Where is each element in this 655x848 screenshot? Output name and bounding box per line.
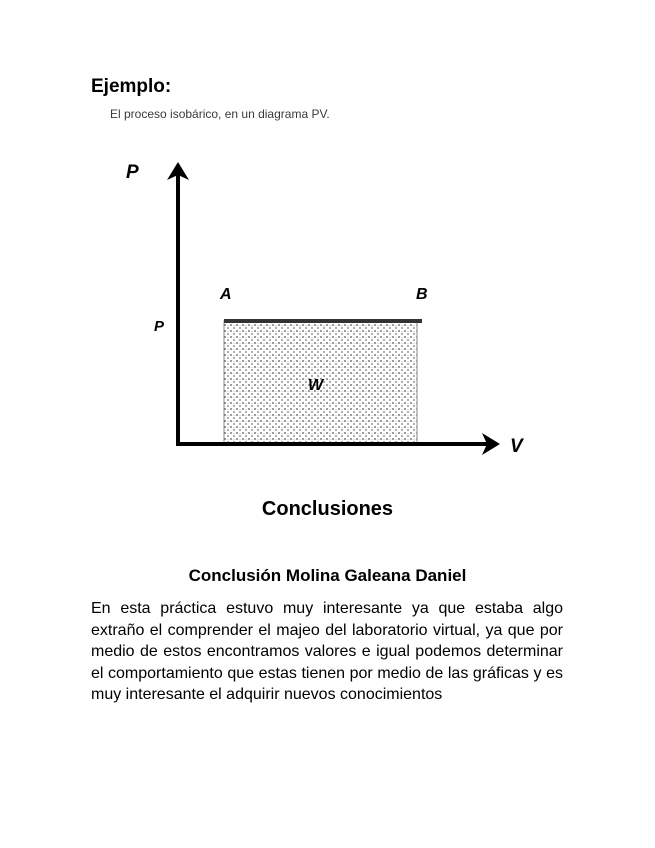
diagram-caption: El proceso isobárico, en un diagrama PV.: [110, 107, 330, 121]
conclusion-subheading: Conclusión Molina Galeana Daniel: [188, 566, 467, 585]
conclusions-title: Conclusiones: [261, 498, 394, 520]
x-axis-label: V: [510, 436, 523, 457]
pv-diagram: [110, 150, 540, 470]
point-a-label: A: [220, 286, 232, 303]
pressure-label: P: [154, 318, 165, 335]
conclusion-body: En esta práctica estuvo muy interesante ya que estaba algo extraño el comprender el majeo del laboratorio virtual, ya que por medio de estos encontramos valores e igual podemos determinar el comportamiento que estas tienen por medio de las gráficas y es muy interesante el adquirir nuevos conocimientos: [91, 600, 563, 704]
point-b-label: B: [416, 286, 428, 303]
work-label: W: [308, 377, 324, 394]
y-axis-label: P: [126, 162, 139, 183]
example-heading: Ejemplo:: [91, 76, 172, 97]
